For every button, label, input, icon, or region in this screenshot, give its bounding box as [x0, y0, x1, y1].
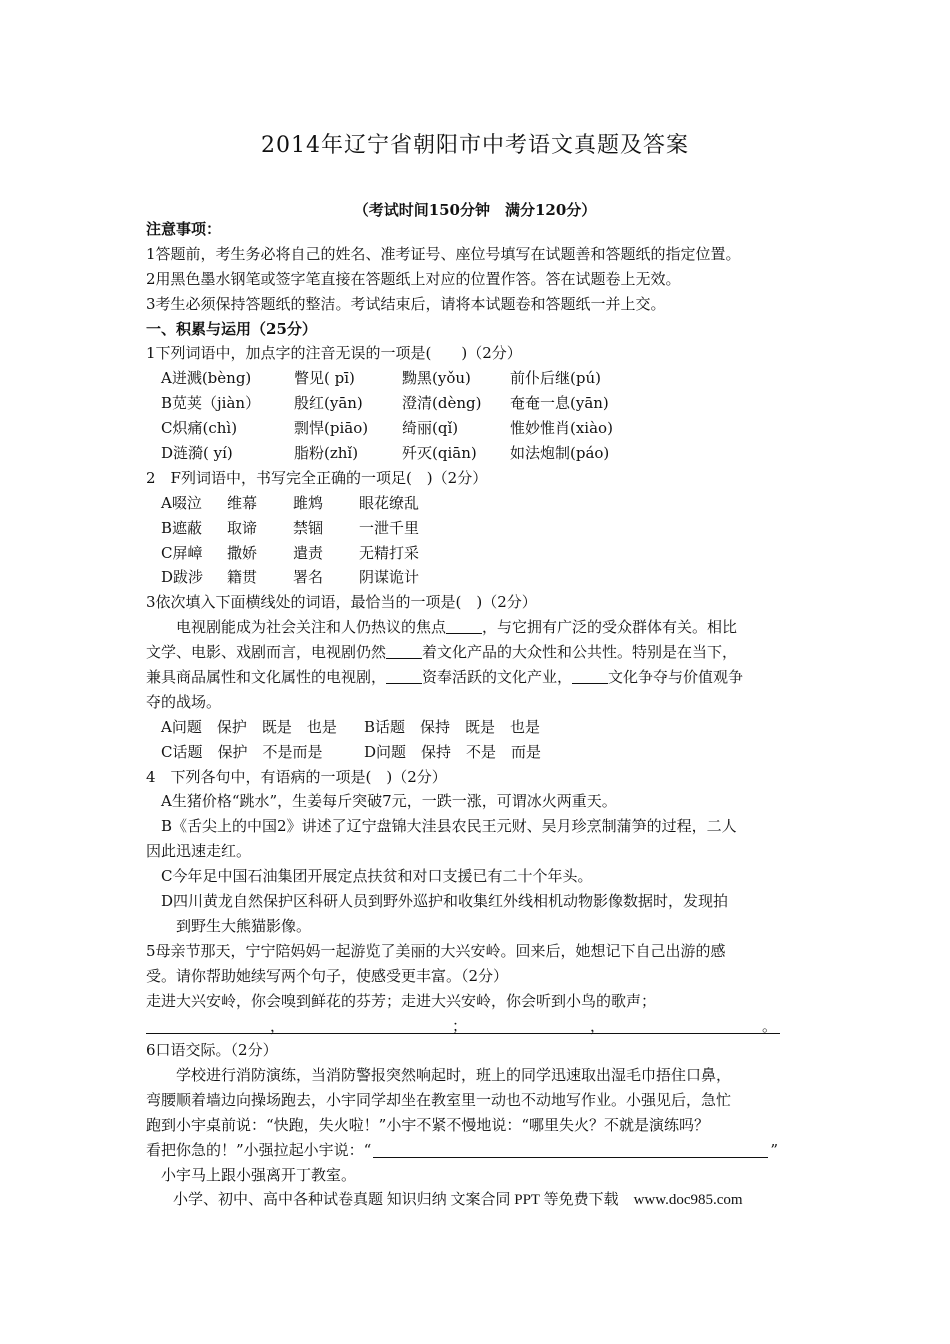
- passage-text: 电视剧能成为社会关注和人仍热议的焦点: [176, 618, 447, 637]
- notice-item: 2用黑色墨水钢笔或签字笔直接在答题纸上对应的位置作答。答在试题卷上无效。: [146, 269, 681, 288]
- passage-line: [146, 665, 806, 690]
- passage-line: [146, 1138, 806, 1163]
- notice-item: 3考生必须保持答题纸的整洁。考试结束后，请将本试题卷和答题纸一并上交。: [146, 294, 666, 313]
- question-6-stem: 6口语交际。（2分）: [146, 1041, 278, 1060]
- passage-text: ”: [770, 1140, 779, 1159]
- option-word: 撒娇: [227, 543, 258, 562]
- passage-text: 着文化产品的大众性和公共性。特别是在当下，: [422, 643, 738, 662]
- option-word: 取谛: [227, 518, 258, 537]
- notice-heading: 注意事项：: [146, 220, 222, 238]
- question-5-stem: 5母亲节那天，宁宁陪妈妈一起游览了美丽的大兴安岭。回来后，她想记下自己出游的感: [146, 941, 726, 960]
- passage-line: 小宇马上跟小强离开丁教室。: [161, 1165, 357, 1184]
- answer-punct: ；: [452, 1016, 468, 1035]
- passage-line: 弯腰顺着墙边向操场跑去，小宇同学却坐在教室里一动也不动地写作业。小强见后，急忙: [146, 1091, 732, 1110]
- option-choice: D问题 保持 不是 而是: [364, 742, 542, 761]
- option-continuation: 因此迅速走红。: [146, 842, 252, 861]
- option-word: 眼花缭乱: [359, 493, 420, 512]
- answer-punct: ，: [590, 1016, 606, 1035]
- option-word: 阴谋诡计: [359, 568, 420, 587]
- question-5-stem: 受。请你帮助她续写两个句子，使感受更丰富。（2分）: [146, 966, 509, 985]
- option-word: 绮丽(qǐ): [402, 419, 459, 438]
- passage-line: 夺的战场。: [146, 692, 222, 711]
- passage-line: [146, 615, 806, 640]
- question-1-option-row: [146, 441, 806, 466]
- passage-text: 兼具商品属性和文化属性的电视剧，: [146, 668, 387, 687]
- option-word: 遣责: [293, 543, 324, 562]
- option-word: 雎鸩: [293, 493, 324, 512]
- option-word: D涟漪( yí): [161, 444, 233, 463]
- option-word: 惟妙惟肖(xiào): [510, 419, 613, 438]
- answer-blank[interactable]: [386, 669, 422, 684]
- answer-blank[interactable]: [572, 669, 608, 684]
- option-choice: C话题 保护 不是而是: [161, 742, 323, 761]
- option-word: B苋荚（jiàn）: [161, 394, 261, 413]
- passage-line: 学校进行消防演练，当消防警报突然响起时，班上的同学迅速取出湿毛巾捂住口鼻，: [176, 1066, 732, 1085]
- option-word: 殷红(yān): [294, 394, 363, 413]
- answer-blank[interactable]: [373, 1142, 768, 1158]
- exam-content: [146, 217, 806, 1213]
- option-word: 无精打采: [359, 543, 420, 562]
- option-word: 署名: [293, 568, 324, 587]
- option-word: 脂粉(zhǐ): [294, 444, 359, 463]
- option-word: 一泄千里: [359, 518, 420, 537]
- option-word: A迸溅(bèng): [161, 369, 252, 388]
- option-word: 禁锢: [293, 518, 324, 537]
- passage-text: 文学、电影、戏剧而言，电视剧仍然: [146, 643, 387, 662]
- option-word: 澄清(dèng): [402, 394, 482, 413]
- page-footer: 小学、初中、高中各种试卷真题 知识归纳 文案合同 PPT 等免费下载 www.doc985.com: [173, 1191, 743, 1208]
- answer-punct: 。: [762, 1016, 778, 1035]
- page-title: 2014年辽宁省朝阳市中考语文真题及答案: [261, 133, 689, 158]
- option-word: 黝黑(yǒu): [402, 369, 471, 388]
- passage-text: 资奉活跃的文化产业，: [422, 668, 573, 687]
- option-word: A啜泣: [161, 493, 202, 512]
- option-word: 维幕: [227, 493, 258, 512]
- option-word: C炽痛(chì): [161, 419, 238, 438]
- answer-punct: ，: [270, 1016, 286, 1035]
- option-word: B遮蔽: [161, 518, 203, 537]
- option-word: 剽悍(piāo): [294, 419, 369, 438]
- option-choice: A问题 保护 既是 也是: [161, 717, 337, 736]
- question-2-option-row: [146, 516, 806, 541]
- option-word: 瞥见( pī): [294, 369, 355, 388]
- option-word: 前仆后继(pú): [510, 369, 601, 388]
- option-word: 歼灭(qiān): [402, 444, 477, 463]
- question-2-option-row: [146, 491, 806, 516]
- question-3-option-row: [146, 715, 806, 740]
- question-1-stem: 1下列词语中，加点字的注音无误的一项是( )（2分）: [146, 344, 522, 363]
- question-5-answer-line[interactable]: [146, 1014, 806, 1039]
- notice-item: 1答题前，考生务必将自己的姓名、准考证号、座位号填写在试题善和答题纸的指定位置。: [146, 244, 741, 263]
- question-1-option-row: [146, 366, 806, 391]
- answer-blank[interactable]: [446, 619, 482, 634]
- passage-text: 文化争夺与价值观争: [608, 668, 744, 687]
- question-3-stem: 3依次填入下面横线处的词语，最恰当的一项是( )（2分）: [146, 593, 537, 612]
- option-word: C屏嶂: [161, 543, 203, 562]
- question-5-given: 走进大兴安岭，你会嗅到鲜花的芬芳；走进大兴安岭，你会听到小鸟的歌声；: [146, 991, 657, 1010]
- option-word: 籍贯: [227, 568, 258, 587]
- option-continuation: 到野生大熊猫影像。: [176, 916, 312, 935]
- option-word: 奄奄一息(yān): [510, 394, 609, 413]
- question-2-option-row: [146, 565, 806, 590]
- option-choice: D四川黄龙自然保护区科研人员到野外巡护和收集红外线相机动物影像数据时，发现拍: [161, 892, 729, 911]
- question-4-stem: 4 下列各句中，有语病的一项是( )（2分）: [146, 767, 447, 786]
- question-3-option-row: [146, 740, 806, 765]
- passage-line: 跑到小宇桌前说：“快跑，失火啦！”小宇不紧不慢地说：“哪里失火？不就是演练吗？: [146, 1116, 710, 1135]
- option-word: 如法炮制(páo): [510, 444, 610, 463]
- passage-line: [146, 640, 806, 665]
- question-2-stem: 2 F列词语中，书写完全正确的一项足( )（2分）: [146, 468, 488, 487]
- passage-text: 看把你急的！”小强拉起小宇说：“: [146, 1140, 372, 1159]
- exam-subtitle: （考试时间150分钟 满分120分）: [353, 201, 597, 219]
- option-word: D跋涉: [161, 568, 204, 587]
- option-choice: C今年足中国石油集团开展定点扶贫和对口支援已有二十个年头。: [161, 867, 593, 886]
- section-heading: 一、积累与运用（25分）: [146, 319, 317, 338]
- question-1-option-row: [146, 391, 806, 416]
- option-choice: A生猪价格“跳水”，生姜每斤突破7元，一跌一涨，可谓冰火两重天。: [161, 792, 617, 811]
- answer-blank[interactable]: [386, 644, 422, 659]
- option-choice: B《舌尖上的中国2》讲述了辽宁盘锦大洼县农民王元财、吴月珍烹制蒲笋的过程，二人: [161, 817, 737, 836]
- option-choice: B话题 保持 既是 也是: [364, 717, 541, 736]
- question-2-option-row: [146, 541, 806, 566]
- passage-text: ，与它拥有广泛的受众群体有关。相比: [482, 618, 738, 637]
- question-1-option-row: [146, 416, 806, 441]
